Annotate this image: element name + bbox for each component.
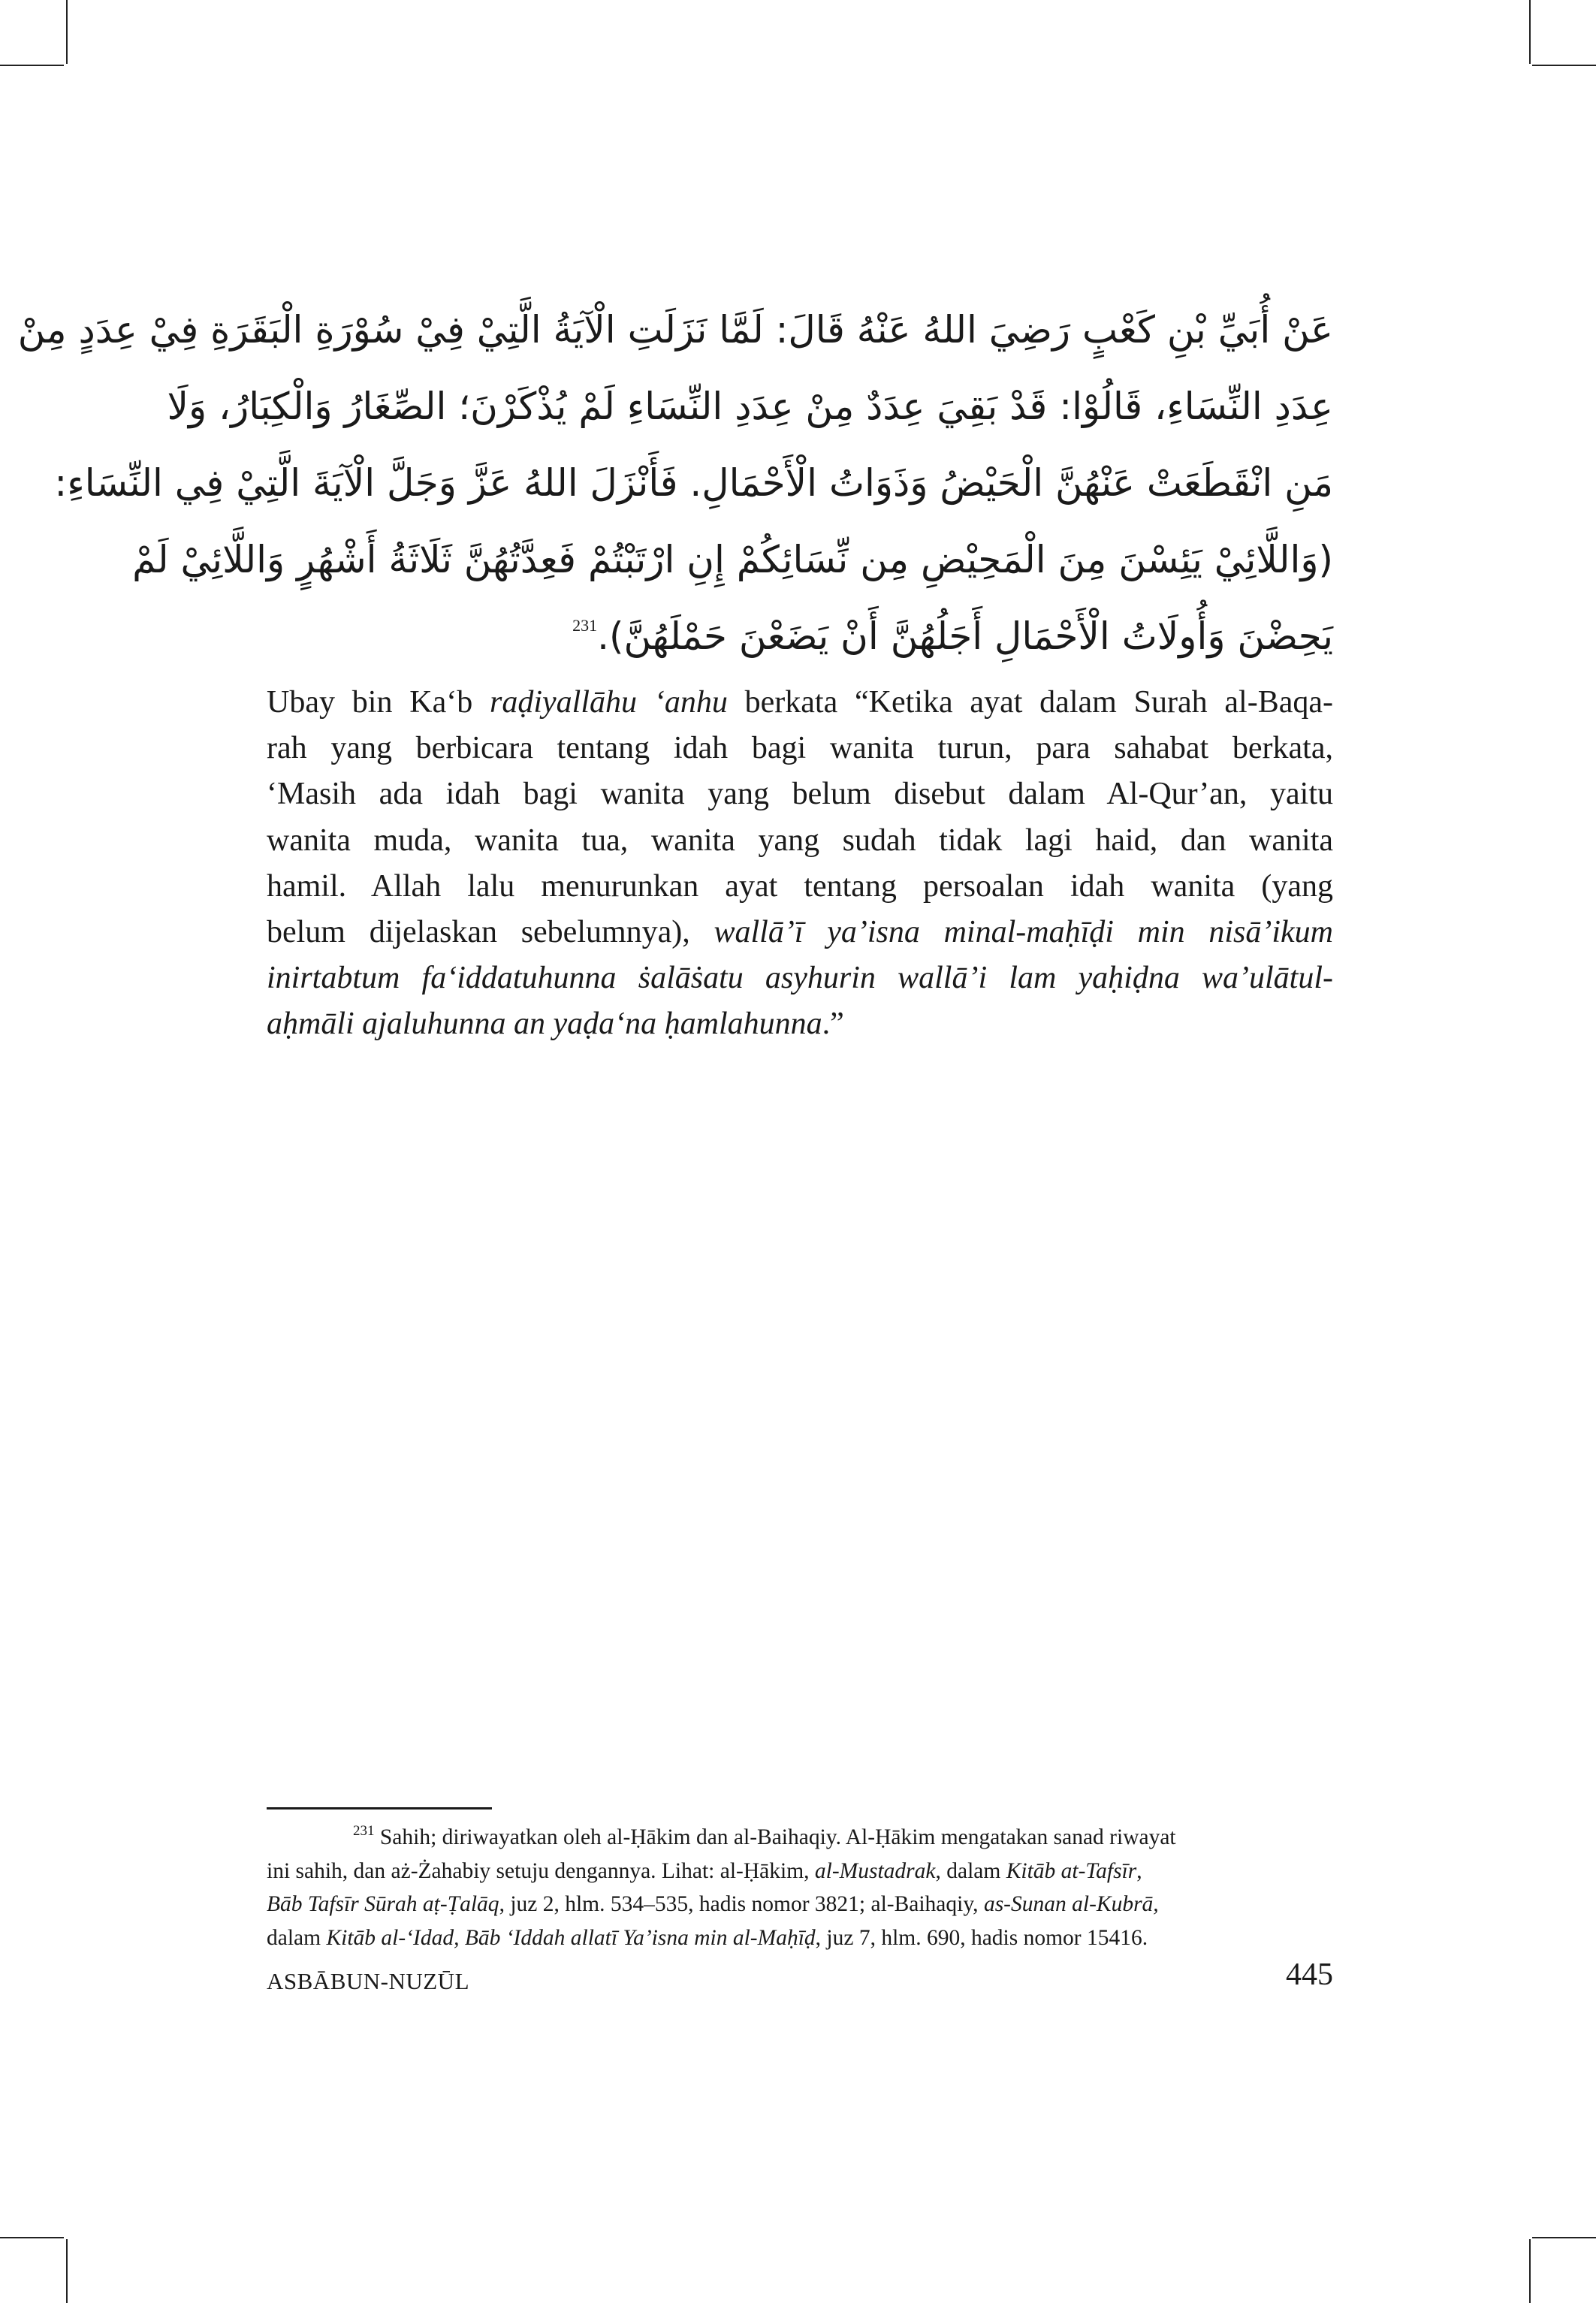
translation-italic: raḍiyallāhu ‘anhu <box>490 685 728 720</box>
running-head: ASBĀBUN-NUZŪL <box>267 1968 469 1994</box>
translation-line-1 <box>267 680 1333 726</box>
footnote-text: , juz 2, hlm. 534–535, hadis nomor 3821; al-Baihaqiy, <box>499 1892 984 1916</box>
footnote-italic: al-Mustadrak <box>814 1858 936 1883</box>
crop-mark-top-right-horizontal <box>1532 65 1596 66</box>
footnote-text: Sahih; diriwayatkan oleh al-Ḥākim dan al-Baihaqiy. Al-Ḥākim mengatakan sanad riwayat <box>374 1825 1176 1849</box>
translation-text: berkata “Ketika ayat dalam Surah al-Baqa- <box>727 685 1333 720</box>
crop-mark-bottom-left-vertical <box>66 2239 68 2303</box>
footnote-rule <box>267 1807 492 1810</box>
crop-mark-top-right-vertical <box>1529 0 1531 64</box>
translation-italic: inirtabtum fa‘iddatuhunna ṡalāṡatu asyhurin wallā’i lam yaḥiḍna wa’ulātul- <box>267 961 1333 996</box>
footnote-italic: as-Sunan al-Kubrā, <box>983 1892 1159 1916</box>
footnote-text: dalam <box>267 1925 327 1950</box>
footnote-number: 231 <box>353 1823 375 1839</box>
translation-text: belum dijelaskan sebelumnya), <box>267 915 714 950</box>
footnote-reference: 231 <box>572 616 598 635</box>
translation-italic: aḥmāli ajaluhunna an yaḍa‘na ḥamlahunna <box>267 1007 822 1042</box>
footnote-line-2 <box>267 1855 1333 1888</box>
footnote-line-1 <box>267 1821 1333 1855</box>
arabic-line-5-text: يَحِضْنَ وَأُولَاتُ الْأَحْمَالِ أَجَلُهُنَّ أَنْ يَضَعْنَ حَمْلَهُنَّ). <box>597 614 1333 658</box>
page-number: 445 <box>1286 1957 1333 1992</box>
translation-line-6 <box>267 910 1333 955</box>
footnote-line-4 <box>267 1921 1333 1955</box>
arabic-line-2: عِدَدِ النِّسَاءِ، قَالُوْا: قَدْ بَقِيَ عِدَدٌ مِنْ عِدَدِ النِّسَاءِ لَمْ يُذْكَرْنَ؛ الصِّغَارُ وَالْكِبَارُ، وَلَا <box>167 385 1333 428</box>
footnote-line-3 <box>267 1888 1333 1921</box>
arabic-line-4: (وَاللَّائِيْ يَئِسْنَ مِنَ الْمَحِيْضِ مِن نِّسَائِكُمْ إِنِ ارْتَبْتُمْ فَعِدَّتُهُنَّ ثَلَاثَةُ أَشْهُرٍ وَاللَّائِيْ لَمْ <box>132 538 1333 581</box>
arabic-line-1: عَنْ أُبَيِّ بْنِ كَعْبٍ رَضِيَ اللهُ عَنْهُ قَالَ: لَمَّا نَزَلَتِ الْآيَةُ الَّتِيْ فِيْ سُوْرَةِ الْبَقَرَةِ فِيْ عِدَدٍ مِنْ <box>17 308 1333 352</box>
crop-mark-bottom-left-horizontal <box>0 2237 64 2238</box>
footnote-italic: Bāb Tafsīr Sūrah aṭ-Ṭalāq <box>267 1892 499 1916</box>
crop-mark-top-left-horizontal <box>0 65 64 66</box>
footnote <box>267 1821 1333 1954</box>
crop-mark-top-left-vertical <box>66 0 68 64</box>
crop-mark-bottom-right-vertical <box>1529 2239 1531 2303</box>
footnote-text: ini sahih, dan aż-Żahabiy setuju dengannya. Lihat: al-Ḥākim, <box>267 1858 815 1883</box>
translation-line-2: rah yang berbicara tentang idah bagi wanita turun, para sahabat berkata, <box>267 731 1333 766</box>
arabic-line-3: مَنِ انْقَطَعَتْ عَنْهُنَّ الْحَيْضُ وَذَوَاتُ الْأَحْمَالِ. فَأَنْزَلَ اللهُ عَزَّ وَجَلَّ الْآيَةَ الَّتِيْ فِي النِّسَاءِ: <box>54 461 1333 505</box>
arabic-hadith-text <box>17 291 1333 675</box>
translation-line-7 <box>267 955 1333 1001</box>
arabic-line-5 <box>267 598 1333 675</box>
translation-line-4: wanita muda, wanita tua, wanita yang sudah tidak lagi haid, dan wanita <box>267 822 1333 858</box>
translation-text: Ubay bin Ka‘b <box>267 685 490 720</box>
footnote-text: , <box>1136 1858 1142 1883</box>
translation-italic: wallā’ī ya’isna minal-maḥīḍi min nisā’ikum <box>714 915 1333 950</box>
translation-line-3: ‘Masih ada idah bagi wanita yang belum disebut dalam Al-Qur’an, yaitu <box>267 777 1333 812</box>
footnote-italic: Kitāb al-‘Idad, Bāb ‘Iddah allatī Ya’isna min al-Maḥīḍ <box>326 1925 816 1950</box>
translation-line-5: hamil. Allah lalu menurunkan ayat tentang persoalan idah wanita (yang <box>267 868 1333 904</box>
translation-paragraph <box>267 680 1333 1048</box>
footnote-italic: Kitāb at-Tafsīr <box>1006 1858 1137 1883</box>
footnote-text: , dalam <box>935 1858 1006 1883</box>
translation-text: .” <box>822 1007 844 1042</box>
footnote-text: , juz 7, hlm. 690, hadis nomor 15416. <box>815 1925 1148 1950</box>
crop-mark-bottom-right-horizontal <box>1532 2237 1596 2238</box>
translation-line-8 <box>267 1001 1333 1047</box>
